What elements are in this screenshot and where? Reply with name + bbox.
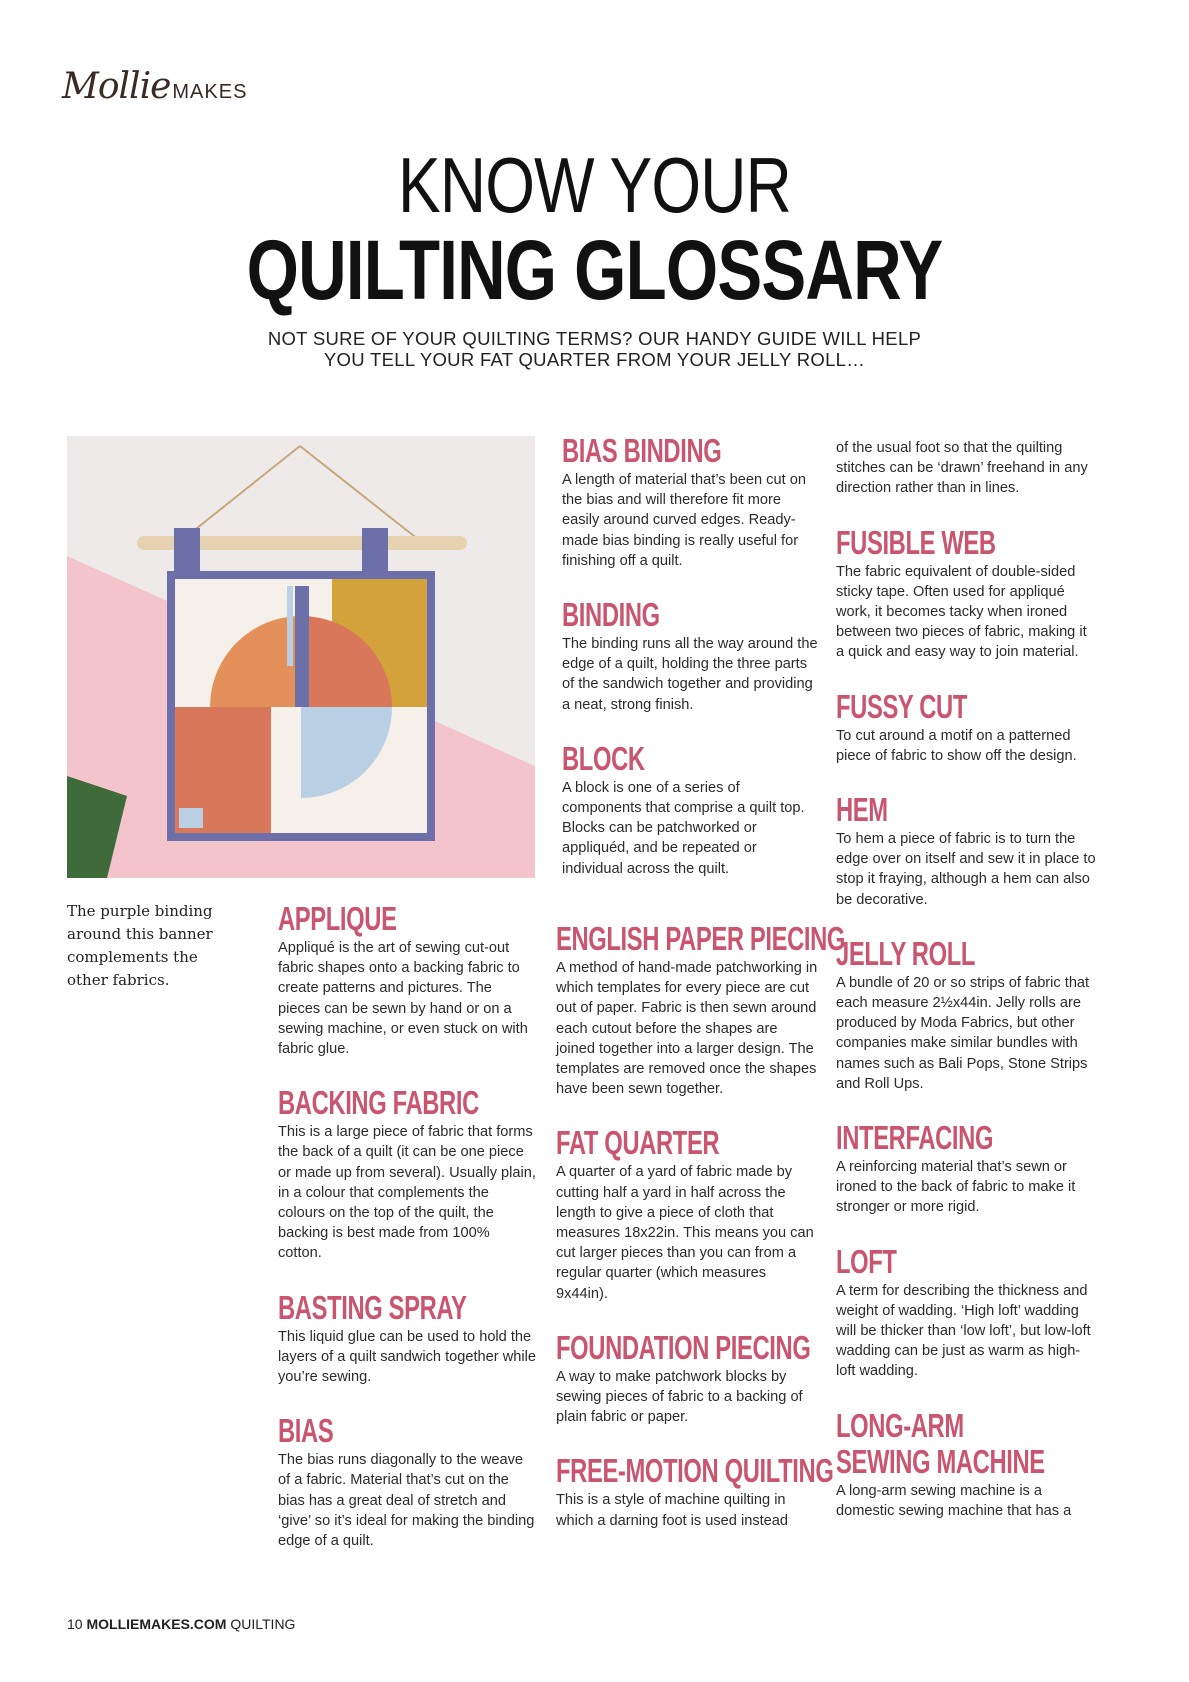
glossary-entry [562,434,820,571]
glossary-entry [836,1121,1098,1218]
glossary-column-2b [556,920,846,1558]
glossary-definition: This is a large piece of fabric that forms the back of a quilt (it can be one piece or made up from several). Usually plain, in a colour that complements the colours on the top of the quilt, the backing is best made from 100% cotton. [278,1124,536,1262]
glossary-term: HEM [836,791,888,829]
glossary-definition: A quarter of a yard of fabric made by cutting half a yard in half across the length to give a piece of cloth that measures 18x22in. This means you can cut larger pieces than you can from a regular quarter (which measures 9x44in). [556,1164,814,1302]
glossary-definition: A bundle of 20 or so strips of fabric that each measure 2½x44in. Jelly rolls are produced by Moda Fabrics, but other companies make similar bundles with names such as Bali Pops, Stone Strips and Roll Ups. [836,974,1090,1092]
glossary-definition: A term for describing the thickness and weight of wadding. ‘High loft’ wadding will be thicker than ‘low loft’, but low-loft wadding can be just as warm as high-loft wadding. [836,1282,1091,1380]
footer-section: QUILTING [230,1616,296,1632]
glossary-column-3 [836,438,1098,1548]
logo-makes: MAKES [172,81,248,103]
glossary-definition: To hem a piece of fabric is to turn the edge over on itself and sew it in place to stop it fraying, although a hem can also be decorative. [836,831,1096,908]
photo-caption: The purple binding around this banner complements the other fabrics. [67,902,213,989]
glossary-term: LOFT [836,1242,897,1280]
glossary-definition: The bias runs diagonally to the weave of a fabric. Material that’s cut on the bias has a great deal of stretch and ‘give’ so it’s ideal for making the binding edge of a quilt. [278,1452,535,1550]
page-title-line2: QUILTING GLOSSARY [246,223,943,317]
subtitle-line2: YOU TELL YOUR FAT QUARTER FROM YOUR JELLY ROLL… [323,349,866,370]
glossary-entry [836,523,1098,663]
glossary-term: JELLY ROLL [836,934,976,972]
page-number: 10 [67,1616,83,1632]
glossary-term: BASTING SPRAY [278,1288,467,1326]
glossary-term: BIAS [278,1412,334,1450]
glossary-definition: The fabric equivalent of double-sided sticky tape. Often used for appliqué work, it becomes tacky when ironed between two pieces of fabric, making it a quick and easy way to join material. [836,563,1087,661]
glossary-definition: The binding runs all the way around the edge of a quilt, holding the three parts of the sandwich together and providing a neat, strong finish. [562,636,818,713]
glossary-entry [836,1242,1098,1382]
page-footer [67,1616,295,1632]
glossary-term: FAT QUARTER [556,1124,720,1162]
glossary-term: BINDING [562,596,660,634]
glossary-definition: A reinforcing material that’s sewn or ironed to the back of fabric to make it stronger or more rigid. [836,1159,1076,1216]
glossary-entry [562,598,820,715]
glossary-entry [556,1328,818,1428]
glossary-entry [556,920,846,1099]
glossary-entry [556,1452,834,1530]
glossary-entry [278,1288,536,1388]
glossary-term: BLOCK [562,739,645,777]
glossary-term: FREE-MOTION QUILTING [556,1452,834,1490]
glossary-entry [278,1414,536,1551]
glossary-continued-text [836,438,1098,499]
glossary-definition: of the usual foot so that the quilting stitches can be ‘drawn’ freehand in any direction rather than in lines. [836,440,1088,497]
glossary-entry [556,1126,818,1303]
glossary-entry [562,739,820,879]
logo-script: Mollie [62,66,171,107]
quilt-banner-photo [67,436,535,878]
glossary-entry [278,1086,536,1263]
glossary-definition: A long-arm sewing machine is a domestic sewing machine that has a [836,1482,1072,1519]
subtitle-line1: NOT SURE OF YOUR QUILTING TERMS? OUR HANDY GUIDE WILL HELP [267,328,922,349]
glossary-column-2a [562,434,820,906]
glossary-definition: This is a style of machine quilting in which a darning foot is used instead [556,1492,789,1529]
glossary-entry [836,793,1098,910]
glossary-entry [836,1406,1098,1521]
glossary-definition: A method of hand-made patchworking in which templates for every piece are cut out of paper. Fabric is then sewn around each cutout before the shapes are joined together into a larger design. The templates are removed once the shapes have been sewn together. [556,960,818,1098]
glossary-term-continued: SEWING MACHINE [836,1442,1045,1480]
glossary-definition: A length of material that’s been cut on the bias and will therefore fit more easily around curved edges. Ready-made bias binding is really useful for finishing off a quilt. [562,472,806,569]
magazine-logo [62,66,247,107]
glossary-definition: A way to make patchwork blocks by sewing pieces of fabric to a backing of plain fabric or paper. [556,1368,803,1426]
glossary-definition: Appliqué is the art of sewing cut-out fabric shapes onto a backing fabric to create patterns and pictures. The pieces can be sewn by hand or on a sewing machine, or even stuck on with fabric glue. [278,940,528,1058]
glossary-definition: This liquid glue can be used to hold the layers of a quilt sandwich together while you’re sewing. [278,1328,536,1386]
glossary-column-1 [278,902,536,1578]
glossary-entry [836,687,1098,766]
glossary-term: APPLIQUE [278,900,397,937]
glossary-term: LONG-ARM [836,1406,964,1444]
page-subtitle [0,328,1189,370]
page-title-line1: KNOW YOUR [397,141,791,229]
footer-site: MOLLIEMAKES.COM [86,1616,227,1632]
glossary-term: FUSSY CUT [836,687,967,725]
glossary-term: FOUNDATION PIECING [556,1328,811,1366]
glossary-term: FUSIBLE WEB [836,523,996,561]
glossary-definition: A block is one of a series of components that comprise a quilt top. Blocks can be patchworked or appliquéd, and be repeated or individual across the quilt. [562,779,805,877]
glossary-term: ENGLISH PAPER PIECING [556,920,846,957]
glossary-entry [278,902,536,1059]
glossary-term: BIAS BINDING [562,432,722,469]
quilt-wall-hanging-image [67,436,535,878]
glossary-term: INTERFACING [836,1119,994,1157]
glossary-term: BACKING FABRIC [278,1084,479,1122]
glossary-definition: To cut around a motif on a patterned piece of fabric to show off the design. [836,727,1077,764]
glossary-entry [836,934,1098,1094]
